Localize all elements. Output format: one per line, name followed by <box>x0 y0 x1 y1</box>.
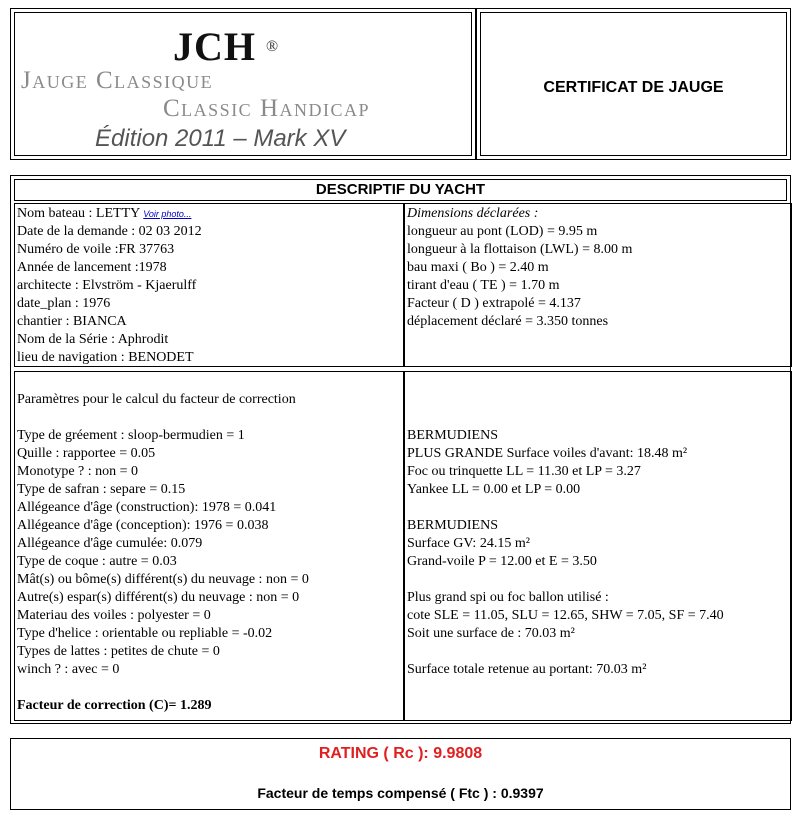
correction-params-cell <box>14 371 404 721</box>
param-line: Mât(s) ou bôme(s) différent(s) du neuvage : non = 0 <box>17 572 309 587</box>
sail-group-title: BERMUDIENS <box>407 428 499 443</box>
dimension-line: Facteur ( D ) extrapolé = 4.137 <box>407 296 581 311</box>
param-line: Allégeance d'âge cumulée: 0.079 <box>17 536 203 551</box>
params-title: Paramètres pour le calcul du facteur de correction <box>17 392 296 407</box>
identity-line: lieu de navigation : BENODET <box>17 350 194 365</box>
identity-line: Année de lancement :1978 <box>17 260 167 275</box>
identity-cell <box>14 203 404 367</box>
sail-line: Grand-voile P = 12.00 et E = 3.50 <box>407 554 597 569</box>
param-line: Type de coque : autre = 0.03 <box>17 554 177 569</box>
logo-brand: JCH <box>173 24 256 69</box>
dimension-line: longueur à la flottaison (LWL) = 8.00 m <box>407 242 633 257</box>
yacht-description-title: DESCRIPTIF DU YACHT <box>14 179 787 201</box>
param-line: Types de lattes : petites de chute = 0 <box>17 644 220 659</box>
correction-factor: Facteur de correction (C)= 1.289 <box>17 698 212 713</box>
dimension-line: bau maxi ( Bo ) = 2.40 m <box>407 260 549 275</box>
identity-line: Nom de la Série : Aphrodit <box>17 332 169 347</box>
logo-panel <box>10 8 476 160</box>
yacht-description-grid <box>14 176 791 725</box>
sail-line: Foc ou trinquette LL = 11.30 et LP = 3.27 <box>407 464 641 479</box>
sail-line: Plus grand spi ou foc ballon utilisé : <box>407 590 609 605</box>
dimension-line: déplacement déclaré = 3.350 tonnes <box>407 314 609 329</box>
identity-line: date_plan : 1976 <box>17 296 111 311</box>
sail-line: Yankee LL = 0.00 et LP = 0.00 <box>407 482 581 497</box>
yacht-description-panel <box>10 175 791 724</box>
logo-edition: Édition 2011 – Mark XV <box>95 125 346 152</box>
sail-line: Surface GV: 24.15 m² <box>407 536 530 551</box>
identity-line: Numéro de voile :FR 37763 <box>17 242 175 257</box>
param-line: Allégeance d'âge (conception): 1976 = 0.038 <box>17 518 269 533</box>
sail-line: Soit une surface de : 70.03 m² <box>407 626 575 641</box>
sail-line: cote SLE = 11.05, SLU = 12.65, SHW = 7.05, SF = 7.40 <box>407 608 724 623</box>
dimension-line: longueur au pont (LOD) = 9.95 m <box>407 224 598 239</box>
param-line: Quille : rapportee = 0.05 <box>17 446 156 461</box>
sail-line: PLUS GRANDE Surface voiles d'avant: 18.48 m² <box>407 446 688 461</box>
view-photo-link[interactable]: Voir photo... <box>143 209 192 219</box>
logo-registered-mark: ® <box>266 38 279 55</box>
compensated-time-factor: Facteur de temps compensé ( Ftc ) : 0.9397 <box>257 785 544 801</box>
param-line: winch ? : avec = 0 <box>17 662 120 677</box>
param-line: Allégeance d'âge (construction): 1978 = 0.041 <box>17 500 277 515</box>
total-sail-area: Surface totale retenue au portant: 70.03 m² <box>407 662 647 677</box>
dimension-line: tirant d'eau ( TE ) = 1.70 m <box>407 278 560 293</box>
param-line: Autre(s) espar(s) différent(s) du neuvage : non = 0 <box>17 590 300 605</box>
identity-line: chantier : BIANCA <box>17 314 127 329</box>
param-line: Type de gréement : sloop-bermudien = 1 <box>17 428 245 443</box>
rating-value: RATING ( Rc ): 9.9808 <box>318 745 483 762</box>
certificate-title-frame <box>480 12 787 156</box>
logo-frame <box>14 12 472 156</box>
identity-line: Nom bateau : LETTY Voir photo... <box>17 206 192 221</box>
certificate-title-panel <box>476 8 791 160</box>
logo-line-jauge-classique: Jauge Classique <box>21 67 214 94</box>
dimensions-cell <box>404 203 792 367</box>
certificate-title: CERTIFICAT DE JAUGE <box>543 79 724 96</box>
sail-areas-cell <box>404 371 792 721</box>
param-line: Type de safran : separe = 0.15 <box>17 482 186 497</box>
param-line: Type d'helice : orientable ou repliable = -0.02 <box>17 626 273 641</box>
logo-line-classic-handicap: Classic Handicap <box>163 95 371 122</box>
sail-group-title: BERMUDIENS <box>407 518 499 533</box>
identity-line: architecte : Elvström - Kjaerulff <box>17 278 197 293</box>
dimensions-title: Dimensions déclarées : <box>407 206 539 221</box>
rating-panel <box>10 738 791 810</box>
param-line: Monotype ? : non = 0 <box>17 464 139 479</box>
identity-line: Date de la demande : 02 03 2012 <box>17 224 202 239</box>
param-line: Materiau des voiles : polyester = 0 <box>17 608 211 623</box>
